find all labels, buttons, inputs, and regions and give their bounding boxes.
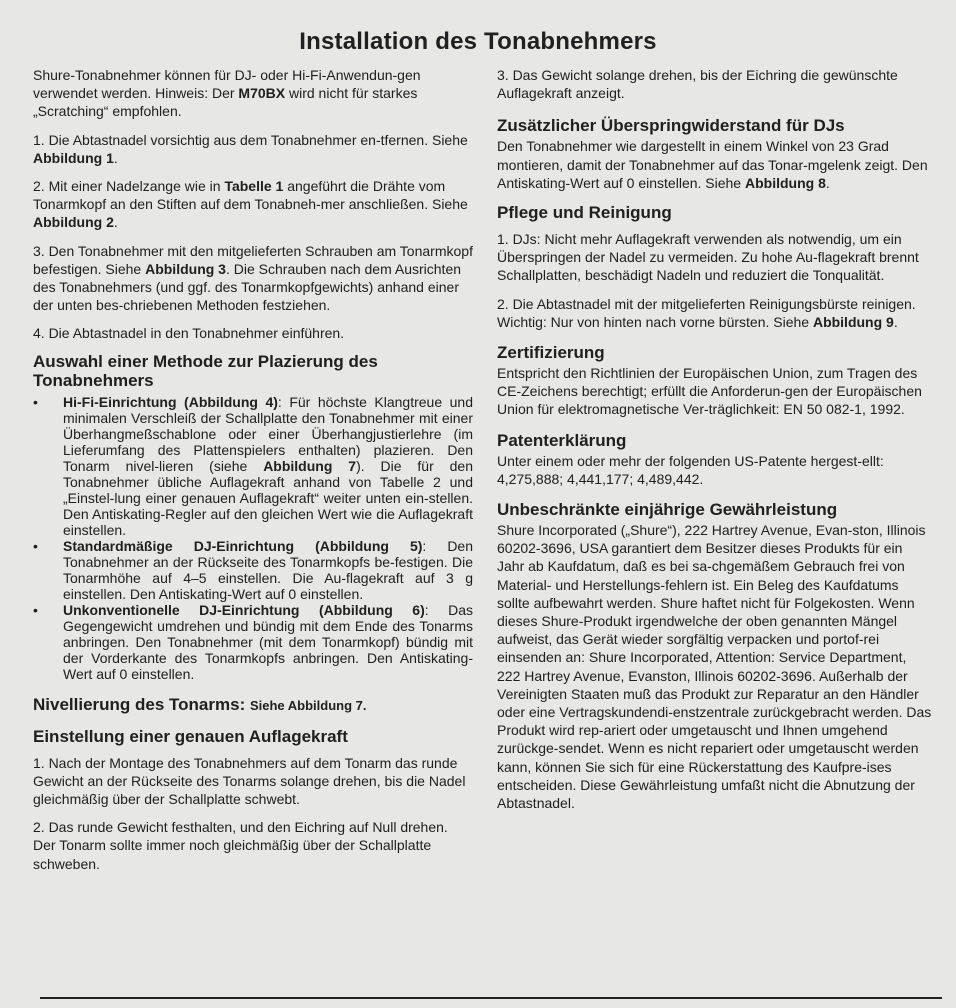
heading-nivellierung bbox=[33, 695, 473, 715]
heading-auswahl: Auswahl einer Methode zur Plazierung des Tonabnehmers bbox=[33, 351, 378, 390]
unconventional-dj-text: : Das Gegengewicht umdrehen und bündig mit dem Ende des Tonarms anbringen. Den Tonabnehmer (mit dem Tonarmkopf) bündig mit der Vorderkante des Tonarmkopfs anbringen. Den Antiskating-Wert auf 0 einstellen. bbox=[63, 601, 473, 682]
bullet-icon: • bbox=[33, 393, 38, 410]
bottom-divider bbox=[40, 997, 942, 999]
standard-dj-text: : Den Tonabnehmer an der Rückseite des Tonarmkopfs be-festigen. Die Tonarmhöhe auf 4–5 einstellen. Die Au-flagekraft auf 3 g einstellen. Den Antiskating-Wert auf 0 einstellen. bbox=[63, 537, 474, 602]
left-column bbox=[33, 66, 473, 873]
right-column bbox=[497, 66, 933, 812]
zusatz-paragraph bbox=[497, 137, 933, 192]
list-item-unconventional-dj bbox=[33, 602, 473, 682]
step-2-text-mid: angeführt die Drähte vom Tonarmkopf an den Stiften auf dem Tonabneh-mer anschließen. Siehe bbox=[33, 178, 468, 213]
zusatz-end: . bbox=[825, 174, 830, 191]
step-2-text: 2. Mit einer Nadelzange wie in bbox=[33, 178, 225, 195]
hifi-text-end: ). Die für den Tonabnehmer übliche Auflagekraft anhand von Tabelle 2 und „Einstel-lung einer genauen Auflagekraft“ weiter unten ein-stellen. Den Antiskating-Regler auf den gleichen Wert wie die Auflagekraft einstellen. bbox=[63, 457, 473, 538]
intro-text-end: wird nicht für starkes „Scratching“ empfohlen. bbox=[33, 85, 418, 120]
bullet-icon: • bbox=[33, 601, 38, 618]
step-2-end: . bbox=[113, 214, 118, 231]
patent-text: Unter einem oder mehr der folgenden US-Patente hergest-ellt: 4,275,888; 4,441,177; 4,489,442. bbox=[497, 452, 884, 487]
heading-nivellierung-text: Nivellierung des Tonarms: bbox=[33, 694, 250, 714]
zusatz-text: Den Tonabnehmer wie dargestellt in einem Winkel von 23 Grad montieren, damit der Tonabnehmer auf das Tonar-mgelenk zeigt. Den Antiskating-Wert auf 0 einstellen. Siehe bbox=[497, 138, 928, 191]
placement-methods-list bbox=[33, 394, 473, 682]
ref-abbildung-2: Abbildung 2 bbox=[33, 214, 114, 231]
model-name: M70BX bbox=[238, 85, 286, 102]
ref-abbildung-3: Abbildung 3 bbox=[145, 260, 226, 277]
step-3-end: . Die Schrauben nach dem Ausrichten des Tonabnehmers (und ggf. des Tonarmkopfgewichts) anhand einer der unten bes-chriebenen Methoden festziehen. bbox=[33, 260, 462, 314]
zertifizierung-text: Entspricht den Richtlinien der Europäischen Union, zum Tragen des CE-Zeichens berechtigt; erfüllt die Anforderun-gen der Europäischen Union für elektromagnetische Ver-träglichkeit: EN 50 082-1, 1992. bbox=[497, 365, 922, 418]
step-3-text: 3. Den Tonabnehmer mit den mitgelieferten Schrauben am Tonarmkopf befestigen. Siehe bbox=[33, 242, 473, 277]
heading-patent: Patenterklärung bbox=[497, 430, 627, 450]
heading-zertifizierung: Zertifizierung bbox=[497, 343, 605, 363]
unconventional-dj-label: Unkonventionelle DJ-Einrichtung (Abbildung 6) bbox=[63, 601, 425, 618]
hifi-label: Hi-Fi-Einrichtung (Abbildung 4) bbox=[63, 393, 278, 410]
step-2 bbox=[33, 177, 473, 232]
pflege-step-2 bbox=[497, 295, 933, 331]
standard-dj-label: Standardmäßige DJ-Einrichtung (Abbildung 5) bbox=[63, 537, 423, 554]
pflege-step-2-text: 2. Die Abtastnadel mit der mitgelieferten Reinigungsbürste reinigen. Wichtig: Nur von hinten nach vorne bürsten. Siehe bbox=[497, 295, 916, 330]
ref-abbildung-8: Abbildung 8 bbox=[745, 174, 826, 191]
intro-paragraph bbox=[33, 66, 473, 121]
list-item-standard-dj bbox=[33, 538, 473, 602]
einstellung-step-1: 1. Nach der Montage des Tonabnehmers auf dem Tonarm das runde Gewicht an der Rückseite des Tonarms solange drehen, bis die Nadel gleichmäßig über der Schallplatte schwebt. bbox=[33, 754, 466, 808]
bullet-icon: • bbox=[33, 537, 38, 554]
ref-abbildung-7: Abbildung 7 bbox=[263, 457, 357, 474]
list-item-hifi bbox=[33, 394, 473, 538]
ref-tabelle-1: Tabelle 1 bbox=[224, 178, 284, 195]
step-3 bbox=[33, 242, 473, 315]
pflege-step-1: 1. DJs: Nicht mehr Auflagekraft verwenden als notwendig, um ein Überspringen der Nadel zu vermeiden. Zu hohe Au-flagekraft brennt Schallplatten, beschädigt Nadeln und reduziert die Tonqualität. bbox=[497, 231, 919, 284]
ref-abbildung-9: Abbildung 9 bbox=[812, 313, 894, 330]
heading-zusatz: Zusätzlicher Überspringwiderstand für DJs bbox=[497, 116, 845, 136]
step-4: 4. Die Abtastnadel in den Tonabnehmer einführen. bbox=[33, 325, 345, 342]
einstellung-step-2: 2. Das runde Gewicht festhalten, und den Eichring auf Null drehen. Der Tonarm sollte immer noch gleichmäßig über der Schallplatte schweben. bbox=[33, 819, 448, 872]
hifi-text: : Für höchste Klangtreue und minimalen Verschleiß der Schallplatte den Tonabnehmer mit einer Überhangmeßschablone oder einer Überhangjustierlehre (im Lieferumfang des Plattenspielers enthalten) plazieren. Den Tonarm nivel-lieren (siehe bbox=[63, 393, 473, 474]
einstellung-step-3: 3. Das Gewicht solange drehen, bis der Eichring die gewünschte Auflagekraft anzeigt. bbox=[497, 67, 898, 102]
step-1-text: 1. Die Abtastnadel vorsichtig aus dem Tonabnehmer en-tfernen. Siehe bbox=[33, 131, 468, 148]
heading-einstellung: Einstellung einer genauen Auflagekraft bbox=[33, 726, 348, 746]
gewaehrleistung-text: Shure Incorporated („Shure“), 222 Hartrey Avenue, Evan-ston, Illinois 60202-3696, USA garantiert dem Besitzer dieses Produkts für ein Jahr ab Kaufdatum, daß es bei sa-chgemäßem Gebrauch frei von Material- und Herstellungs-fehlern ist. Ein Beleg des Kaufdatums sollte aufbewahrt werden. Shure haftet nicht für Folgekosten. Wenn dieses Shure-Produkt irgendwelche der oben genannten Mängel aufweist, das Gerät wieder sorgfältig verpacken und portof-rei einsenden an: Shure Incorporated, Attention: Service Department, 222 Hartrey Avenue, Evanston, Illinois 60202-3696. Außerhalb der Vereinigten Staaten muß das Produkt zur Reparatur an den Händler oder eine Vertragskundendi-enstzentrale zurückgebracht werden. Das Produkt wird rep-ariert oder umgetauscht und Ihnen umgehend zurückge-sendet. Wenn es nicht repariert oder umgetauscht werden kann, können Sie sich für eine Rückerstattung des Kaufpre-ises entscheiden. Diese Gewährleistung umfaßt nicht die Abnutzung der Abtastnadel. bbox=[497, 522, 932, 812]
ref-abbildung-1: Abbildung 1 bbox=[33, 149, 114, 166]
heading-gewaehrleistung: Unbeschränkte einjährige Gewährleistung bbox=[497, 500, 838, 520]
intro-text: Shure-Tonabnehmer können für DJ- oder Hi-Fi-Anwendun-gen verwendet werden. Hinweis: Der bbox=[33, 67, 421, 102]
pflege-step-2-end: . bbox=[893, 313, 898, 330]
heading-pflege: Pflege und Reinigung bbox=[497, 203, 672, 223]
step-1-end: . bbox=[113, 149, 118, 166]
heading-nivellierung-ref: Siehe Abbildung 7. bbox=[249, 697, 367, 713]
step-1 bbox=[33, 131, 473, 167]
page-title: Installation des Tonabnehmers bbox=[299, 28, 657, 55]
